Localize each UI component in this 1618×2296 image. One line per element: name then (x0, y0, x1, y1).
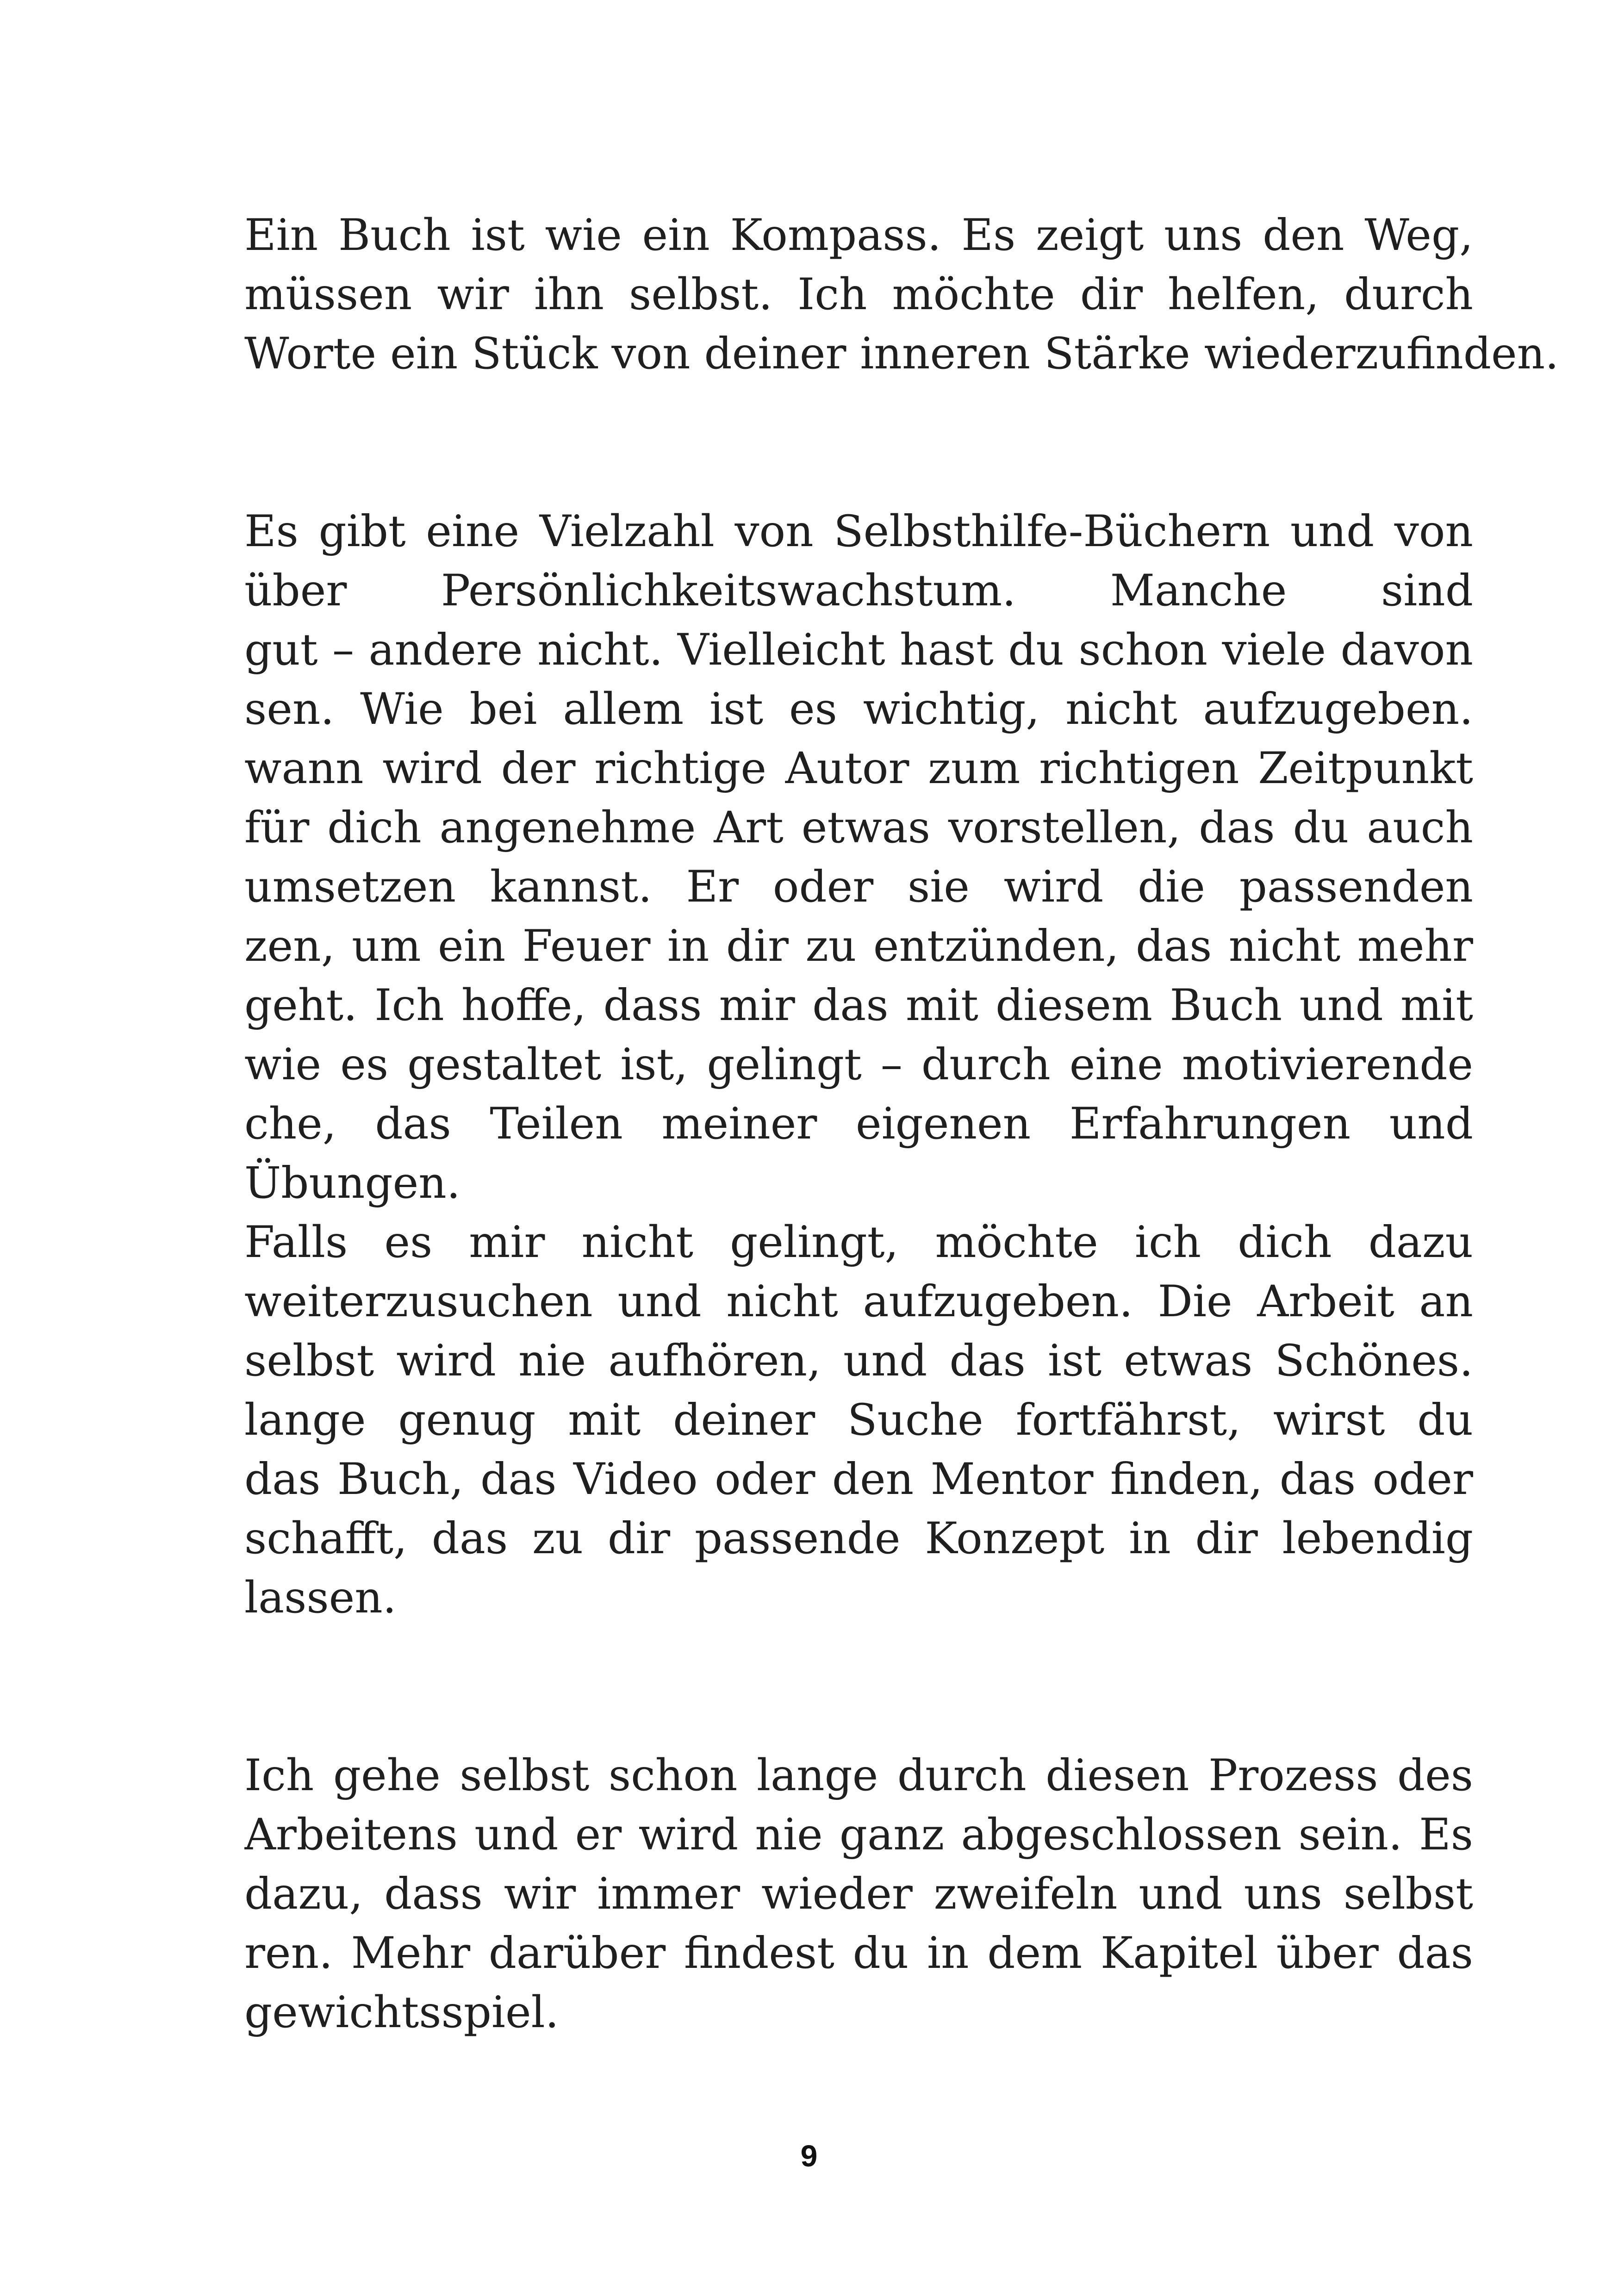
paragraph-4 (244, 1746, 1473, 2042)
text-line: müssen wir ihn selbst. Ich möchte dir helfen, durch (244, 269, 1473, 320)
text-line: das Buch, das Video oder den Mentor finden, das oder (244, 1454, 1473, 1505)
text-line: lassen. (244, 1573, 397, 1623)
text-line: umsetzen kannst. Er oder sie wird die passenden (244, 862, 1473, 912)
page-number: 9 (800, 2139, 818, 2173)
text-line: weiterzusuchen und nicht aufzugeben. Die Arbeit an (244, 1276, 1473, 1327)
paragraph-1 (244, 206, 1559, 384)
text-line: schafft, das zu dir passende Konzept in dir lebendig (244, 1513, 1473, 1564)
text-line: zen, um ein Feuer in dir zu entzünden, das nicht mehr (244, 921, 1473, 971)
text-line: wann wird der richtige Autor zum richtigen Zeitpunkt (244, 743, 1473, 794)
text-line: Worte ein Stück von deiner inneren Stärke wiederzufinden. (244, 329, 1559, 379)
text-line: ren. Mehr darüber findest du in dem Kapitel über das (244, 1928, 1473, 1979)
text-line: Übungen. (244, 1158, 461, 1208)
text-line: wie es gestaltet ist, gelingt – durch eine motivierende (244, 1039, 1473, 1090)
paragraph-3 (244, 1213, 1473, 1628)
text-line: Ich gehe selbst schon lange durch diesen Prozess des (244, 1750, 1473, 1801)
paragraph-2 (244, 502, 1473, 1213)
text-line: dazu, dass wir immer wieder zweifeln und uns selbst (244, 1869, 1473, 1919)
text-line: che, das Teilen meiner eigenen Erfahrungen und (244, 1099, 1473, 1149)
text-line: Es gibt eine Vielzahl von Selbsthilfe-Büchern und von (244, 506, 1473, 557)
text-line: selbst wird nie aufhören, und das ist etwas Schönes. (244, 1336, 1473, 1386)
text-line: für dich angenehme Art etwas vorstellen, das du auch (244, 803, 1473, 853)
text-line: Arbeitens und er wird nie ganz abgeschlossen sein. Es (244, 1810, 1473, 1860)
text-line: über Persönlichkeitswachstum. Manche sind (244, 566, 1473, 616)
text-line: gut – andere nicht. Vielleicht hast du schon viele davon (244, 625, 1473, 675)
body-text (244, 206, 1559, 2042)
text-line: Falls es mir nicht gelingt, möchte ich dich dazu (244, 1217, 1473, 1268)
text-line: sen. Wie bei allem ist es wichtig, nicht aufzugeben. (244, 684, 1473, 734)
text-line: lange genug mit deiner Suche fortfährst, wirst du (244, 1395, 1473, 1445)
text-line: Ein Buch ist wie ein Kompass. Es zeigt uns den Weg, (244, 210, 1473, 261)
text-line: gewichtsspiel. (244, 1987, 559, 2038)
text-line: geht. Ich hoffe, dass mir das mit diesem Buch und mit (244, 980, 1473, 1031)
